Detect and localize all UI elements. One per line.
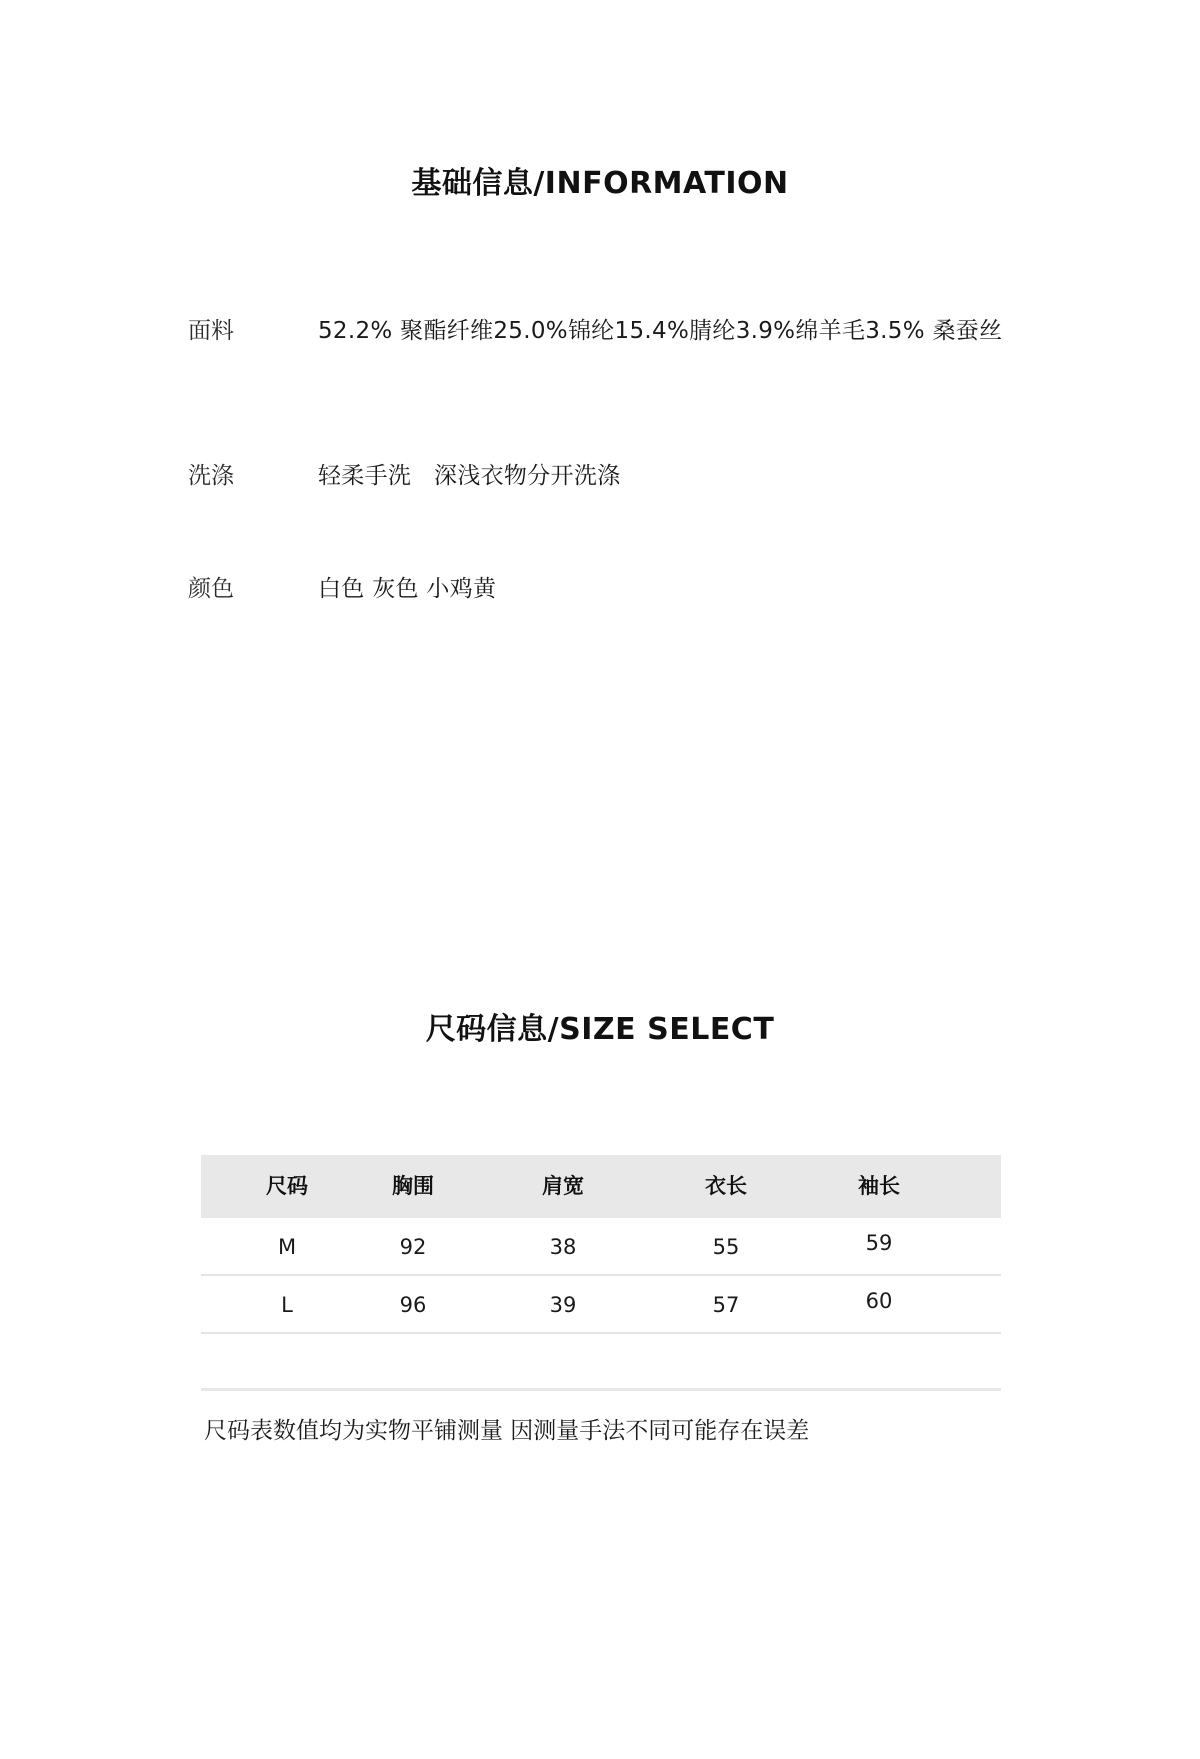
table-row bbox=[201, 1276, 1001, 1334]
size-cell: L bbox=[281, 1293, 293, 1317]
size-cell: M bbox=[277, 1235, 297, 1259]
header-size: 尺码 bbox=[266, 1174, 308, 1198]
table-divider bbox=[201, 1388, 1001, 1391]
length-cell: 55 bbox=[712, 1235, 740, 1259]
header-chest: 胸围 bbox=[392, 1174, 434, 1198]
header-length: 衣长 bbox=[705, 1174, 747, 1198]
size-table-header bbox=[201, 1155, 1001, 1218]
size-note: 尺码表数值均为实物平铺测量 因测量手法不同可能存在误差 bbox=[204, 1418, 810, 1444]
shoulder-cell: 38 bbox=[549, 1235, 577, 1259]
length-cell: 57 bbox=[712, 1293, 740, 1317]
size-table bbox=[201, 1155, 1001, 1334]
sleeve-cell: 59 bbox=[865, 1231, 893, 1255]
fabric-value: 52.2% 聚酯纤维25.0%锦纶15.4%腈纶3.9%绵羊毛3.5% 桑蚕丝 bbox=[318, 318, 1003, 344]
table-row bbox=[201, 1218, 1001, 1276]
washing-label: 洗涤 bbox=[188, 463, 234, 489]
washing-value: 轻柔手洗 深浅衣物分开洗涤 bbox=[318, 463, 621, 489]
chest-cell: 92 bbox=[399, 1235, 427, 1259]
sleeve-cell: 60 bbox=[865, 1289, 893, 1313]
color-value: 白色 灰色 小鸡黄 bbox=[318, 576, 497, 602]
header-sleeve: 袖长 bbox=[858, 1174, 900, 1198]
information-title: 基础信息/INFORMATION bbox=[411, 166, 789, 201]
fabric-label: 面料 bbox=[188, 318, 234, 344]
chest-cell: 96 bbox=[399, 1293, 427, 1317]
size-title: 尺码信息/SIZE SELECT bbox=[425, 1012, 775, 1047]
color-label: 颜色 bbox=[188, 576, 234, 602]
header-shoulder: 肩宽 bbox=[542, 1174, 584, 1198]
shoulder-cell: 39 bbox=[549, 1293, 577, 1317]
